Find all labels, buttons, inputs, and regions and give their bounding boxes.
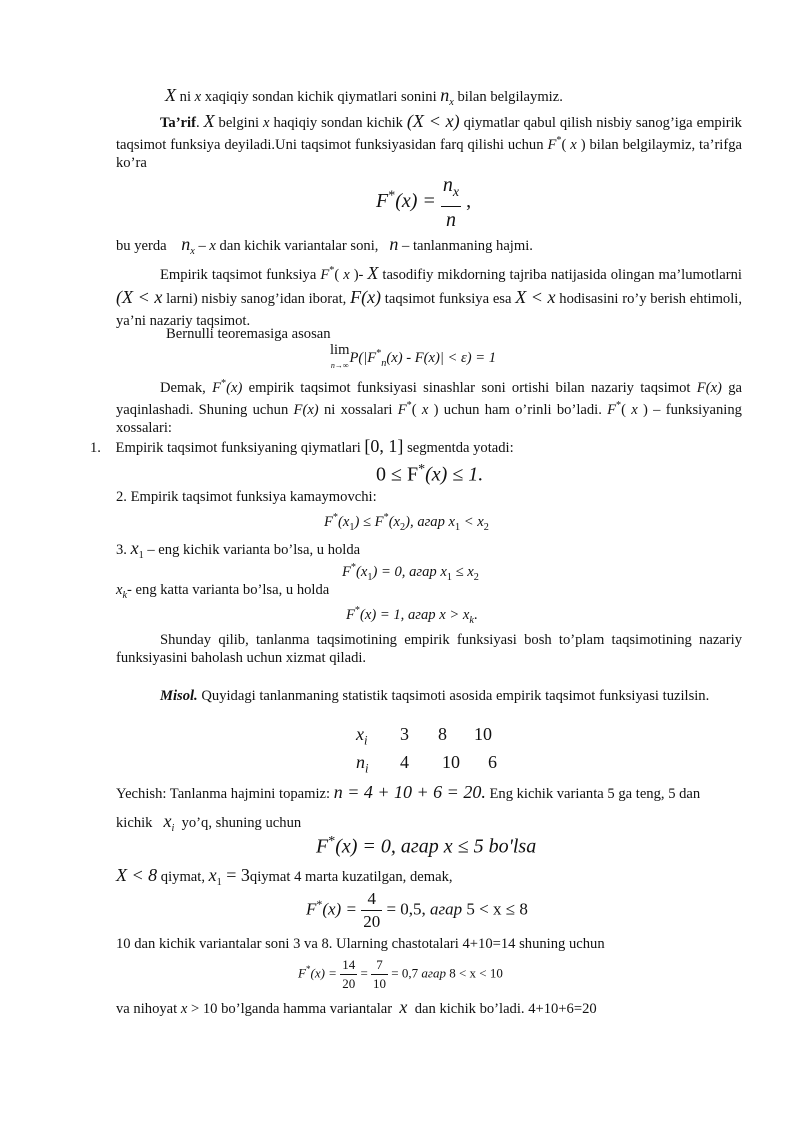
formula-property-1 [376, 460, 483, 485]
text: qiymat 4 marta kuzatilgan, demak, [249, 869, 453, 885]
solution-line [116, 783, 700, 803]
table-label: x [356, 724, 364, 744]
text: tasodifiy mikdorning tajriba natijasida olingan ma’lumotlarni [378, 266, 742, 283]
agar-word: агар [400, 835, 439, 858]
numerator: 7 [371, 956, 388, 975]
text: x [444, 513, 456, 530]
text: = 0,7 [388, 965, 422, 981]
condition: (X < x) [406, 111, 460, 131]
text: (x) = [322, 899, 362, 919]
var-F: F(x) [293, 401, 319, 418]
formula-case-1 [316, 832, 536, 857]
text: segmentda yotadi: [403, 440, 514, 456]
text: ( [621, 401, 632, 418]
text: )- [349, 266, 368, 283]
subscript: i [365, 761, 369, 776]
var-F: F [342, 563, 351, 580]
text: ) – funksiyaning xossalari: [116, 401, 742, 436]
text: 8 < x < 10 [445, 965, 503, 981]
text: qiymat, [157, 869, 209, 885]
last-line [116, 998, 597, 1018]
fraction [361, 888, 382, 933]
var-x: x [163, 811, 172, 831]
lim-under: n→∞ [330, 361, 349, 370]
text: – tanlanmaning hajmi. [398, 238, 533, 254]
example-paragraph [116, 687, 742, 705]
star: * [329, 265, 335, 276]
text: ni [176, 89, 195, 105]
demak-paragraph [116, 375, 742, 437]
definition-title: Ta’rif [160, 115, 196, 131]
star: * [556, 135, 562, 146]
agar-word: агар [407, 606, 436, 623]
text: – [194, 238, 210, 254]
var-n: n [181, 234, 191, 254]
text: va nihoyat [116, 1001, 181, 1017]
star: * [332, 512, 339, 523]
text: = 0,5, [382, 899, 431, 919]
table-cell: 10 [474, 724, 492, 744]
text: belgini [214, 115, 264, 131]
subscript: 2 [400, 521, 406, 533]
subscript: n [381, 357, 387, 369]
equation: = 3 [221, 865, 250, 885]
formula-case-2 [306, 888, 528, 933]
subscript: 1 [455, 521, 461, 533]
text: qiymatlar qabul qilish nisbiy sanog’iga empirik taqsimot funksiya deyiladi.Uni taqsimot funksiyasidan farq qilishi uchun [116, 115, 742, 153]
var-F: F [547, 136, 557, 153]
subscript: 1 [349, 521, 355, 533]
formula-limit [330, 343, 496, 375]
subscript: 1 [216, 876, 222, 888]
text: xaqiqiy sondan kichik qiymatlari sonini [201, 89, 441, 105]
numerator: 4 [361, 888, 382, 911]
subscript: i [171, 822, 175, 834]
denominator: 10 [373, 976, 387, 991]
text: kichik [116, 815, 157, 831]
text: ), [405, 513, 418, 530]
table-cell: 4 [400, 752, 409, 772]
text: (x [388, 513, 401, 530]
formula-property-3 [342, 558, 479, 588]
table-label: n [356, 752, 365, 772]
arg: (x) [226, 379, 243, 396]
text: empirik taqsimot funksiyasi sinashlar soni ortishi bilan nazariy taqsimot [242, 379, 697, 396]
star: * [388, 188, 396, 204]
text: < x [460, 513, 484, 530]
var-F: F [397, 401, 407, 418]
var-x: x [343, 266, 350, 283]
table-row-n [356, 752, 369, 779]
agar-word: агар [417, 513, 445, 530]
star: * [221, 378, 227, 389]
text: taqsimot funksiya esa [381, 290, 516, 307]
subscript: 2 [483, 521, 489, 533]
denominator: n [446, 209, 457, 231]
text: (x) = 1, [360, 606, 408, 623]
var-F: F(x) [696, 379, 722, 396]
star: * [328, 834, 336, 849]
condition: X < 8 [116, 865, 158, 885]
star: * [305, 964, 311, 975]
text: (|F [358, 349, 377, 366]
text: Empirik taqsimot funksiyaning qiymatlari [115, 440, 365, 456]
formula-property-3b [346, 601, 478, 631]
text: (x) = [310, 965, 341, 981]
equation: n = 4 + 10 + 6 = 20. [333, 782, 486, 802]
text: bilan belgilaymiz. [453, 89, 563, 105]
subscript: x [190, 245, 195, 257]
text: (x) = 0, [335, 835, 401, 858]
star: * [406, 399, 412, 411]
subscript: k [469, 614, 474, 626]
subscript: 1 [138, 549, 144, 561]
star: * [350, 562, 357, 573]
text: 5 < x ≤ 8 [462, 899, 528, 919]
text: Yechish: Tanlanma hajmini topamiz: [116, 786, 334, 802]
table-cell: 10 [442, 752, 460, 772]
star: * [616, 399, 622, 411]
text: (x [356, 563, 368, 580]
text: ( [334, 266, 344, 283]
var-x: x [180, 1001, 188, 1017]
bernoulli-line: Bernulli teoremasiga asosan [166, 326, 331, 342]
star: * [316, 896, 323, 911]
subscript: k [122, 589, 128, 601]
fraction [340, 956, 357, 993]
var-x: x [263, 115, 270, 131]
var-F: F [298, 965, 306, 981]
segment: [0, 1] [364, 436, 404, 456]
text: , [461, 190, 472, 213]
text: dan kichik bo’ladi. 4+10+6=20 [411, 1001, 597, 1017]
text: yo’q, shuning uchun [177, 815, 302, 831]
star: * [354, 605, 361, 616]
kichik-line [116, 812, 301, 838]
var-x: x [399, 997, 408, 1017]
var-F: F [212, 379, 222, 396]
text: (x [338, 513, 350, 530]
text: ) bilan belgilaymiz, ta’rifga ko’ra [116, 136, 742, 171]
text: x [436, 563, 447, 580]
text: . [195, 115, 204, 131]
var-n: n [440, 85, 450, 105]
line-10: 10 dan kichik variantalar soni 3 va 8. Ularning chastotalari 4+10=14 shuning uchun [116, 936, 605, 952]
var-x: x [421, 401, 429, 418]
agar-word: агар [409, 563, 437, 580]
text: bu yerda [116, 238, 171, 254]
text: (x) - F(x)| < ε) = 1 [386, 349, 497, 366]
var-x: x [570, 136, 577, 153]
formula-arg: (x) = [395, 190, 441, 213]
var-F: F [306, 899, 317, 919]
denominator: 20 [363, 912, 381, 931]
subscript: x [449, 96, 454, 108]
property-2: 2. Empirik taqsimot funksiya kamaymovchi: [116, 489, 377, 505]
text: Eng kichik varianta 5 ga teng, 5 dan [485, 786, 701, 802]
formula-case-3 [298, 956, 503, 993]
subscript: 2 [473, 571, 479, 583]
fraction [371, 956, 388, 993]
text: – eng kichik varianta bo’lsa, u holda [143, 542, 361, 558]
example-title: Misol. [160, 688, 198, 704]
subscript: i [364, 733, 368, 748]
text: Quyidagi tanlanmaning statistik taqsimoti asosida empirik taqsimot funksiyasi tuzilsin. [197, 688, 710, 704]
intro-line [165, 86, 563, 112]
fraction [441, 172, 461, 233]
table-cell: 8 [438, 724, 447, 744]
property-3 [116, 539, 360, 565]
text: (x) ≤ 1. [425, 463, 484, 486]
formula-empirical [376, 172, 471, 233]
condition: (X < x [116, 286, 163, 307]
agar-word: агар [421, 965, 446, 981]
list-number: 1. [90, 440, 101, 456]
text: x ≤ 5 [438, 835, 489, 858]
property-1 [90, 437, 514, 457]
text: = [357, 965, 372, 981]
var-x: x [116, 582, 123, 598]
var-F: F [324, 513, 333, 530]
var-F: F [316, 835, 329, 858]
subscript: x [452, 185, 460, 200]
text: larni) nisbiy sanog’idan iborat, [162, 290, 351, 307]
definition-paragraph [116, 112, 742, 172]
var-n: n [389, 234, 399, 254]
shunday-paragraph: Shunday qilib, tanlanma taqsimotining empirik funksiyasi bosh to’plam taqsimotining nazariy funksiyasini baholash uchun xizmat qiladi. [116, 632, 742, 666]
bolsa-word: bo'lsa [488, 835, 537, 858]
text: ni xossalari [318, 401, 398, 418]
lim-block [330, 343, 349, 373]
empirical-paragraph [116, 260, 742, 332]
var-F: F(x) [350, 286, 382, 307]
text: . [473, 606, 478, 623]
subscript: 1 [446, 571, 452, 583]
list-number: 3. [116, 542, 131, 558]
numerator: 14 [340, 956, 357, 975]
property-3b [116, 581, 329, 605]
var-F: F [607, 401, 617, 418]
denominator: 20 [342, 976, 356, 991]
text: > 10 bo’lganda hamma variantalar [187, 1001, 396, 1017]
star: * [383, 512, 389, 523]
text: ≤ x [451, 563, 474, 580]
var-F: F [376, 190, 389, 213]
var-x: x [631, 401, 638, 418]
star: * [418, 462, 426, 477]
star: * [376, 348, 382, 359]
text: ) uchun ham o’rinli bo’ladi. [428, 401, 608, 418]
text: ( [561, 136, 571, 153]
subscript: 1 [367, 571, 373, 583]
where-line [116, 235, 533, 261]
text: Empirik taqsimot funksiya [160, 266, 321, 283]
var-x: x [209, 238, 216, 254]
numerator: n [442, 174, 453, 196]
lim: lim [330, 342, 350, 358]
text: - eng katta varianta bo’lsa, u holda [127, 582, 330, 598]
var-X: X [367, 262, 379, 283]
var-x: x [208, 865, 217, 885]
var-X: X [165, 85, 176, 105]
var-x: x [194, 89, 202, 105]
var-F: F [346, 606, 355, 623]
text: Demak, [160, 379, 213, 396]
condition: X < x [515, 286, 556, 307]
text: ) = 0, [372, 563, 410, 580]
var-F: F [320, 266, 330, 283]
text: ) ≤ F [354, 513, 384, 530]
text: 0 ≤ F [376, 463, 419, 486]
text: ( [411, 401, 422, 418]
var-P: P [349, 349, 359, 366]
text: x > x [435, 606, 470, 623]
text: dan kichik variantalar soni, [215, 238, 383, 254]
table-cell: 6 [488, 752, 497, 772]
table-row-x [356, 724, 368, 751]
text: ga yaqinlashadi. Shuning uchun [116, 379, 742, 418]
var-x: x [130, 538, 139, 558]
agar-word: агар [430, 899, 463, 919]
text: hodisasini ro’y berish ehtimoli, ya’ni nazariy taqsimot. [116, 290, 742, 329]
table-cell: 3 [400, 724, 409, 744]
var-X: X [203, 111, 215, 131]
text: haqiqiy sondan kichik [269, 115, 407, 131]
formula-property-2 [324, 508, 489, 538]
